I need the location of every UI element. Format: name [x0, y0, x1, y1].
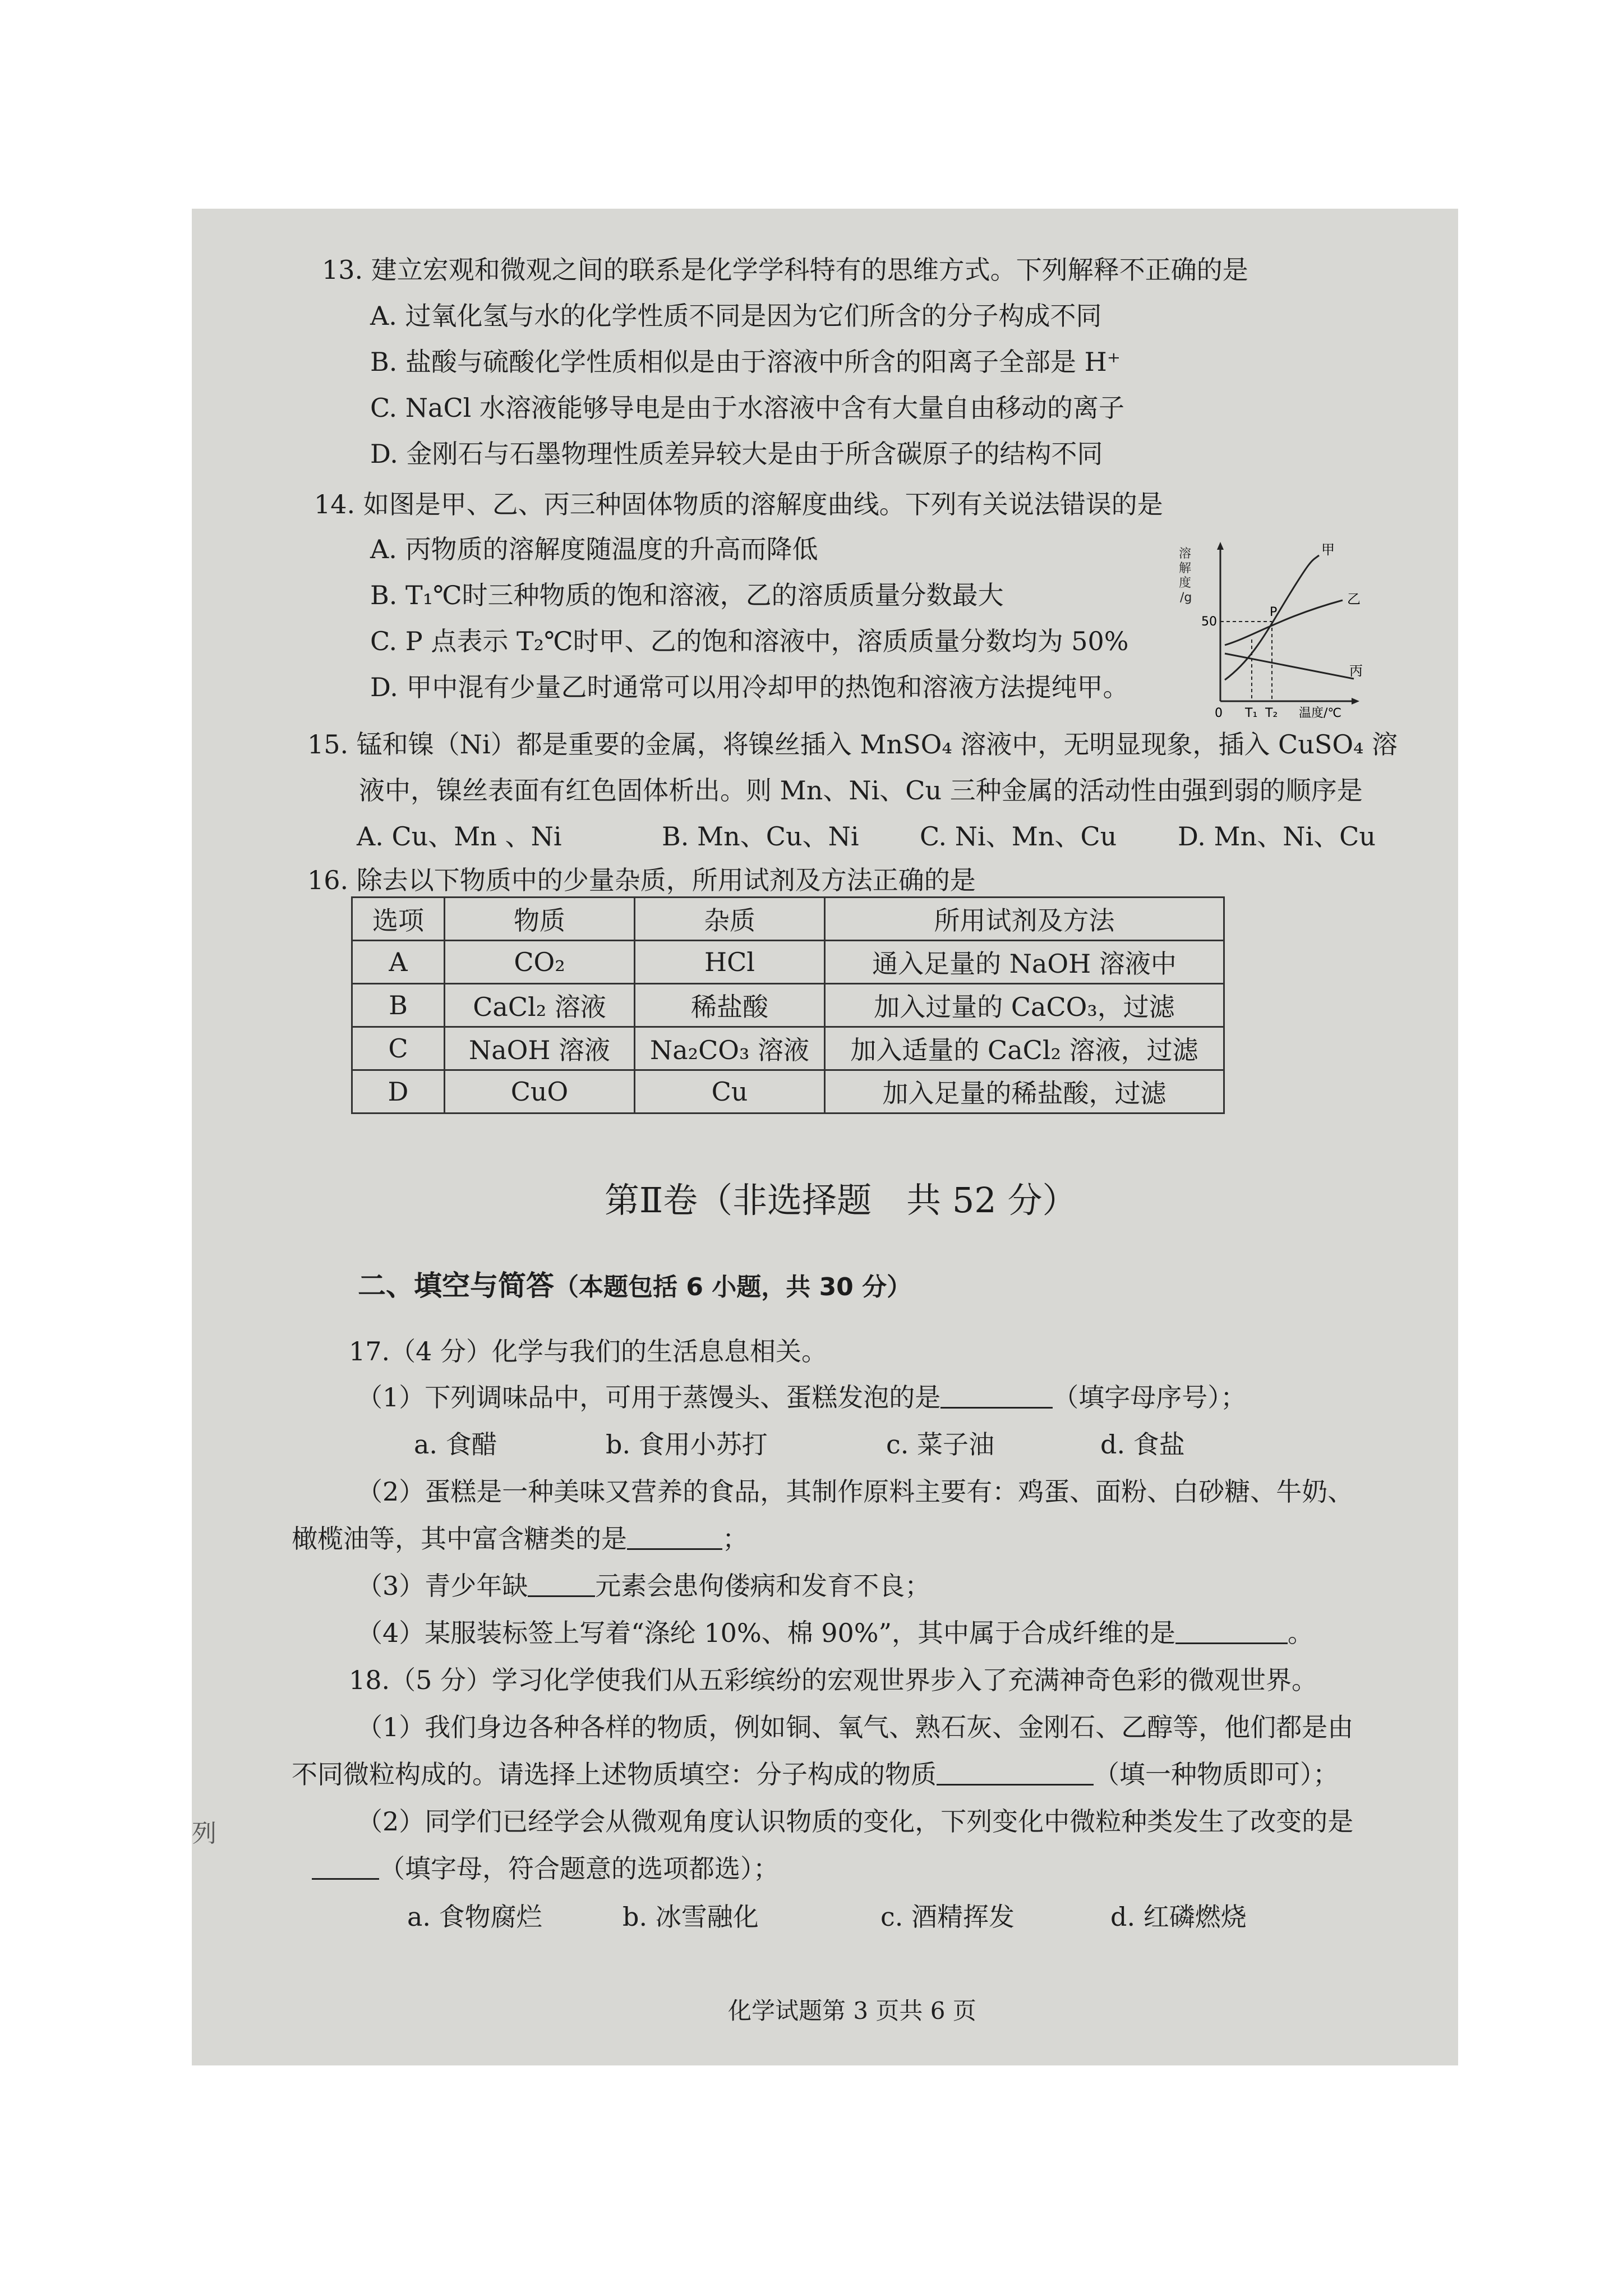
y-axis-label-char: 溶	[1179, 547, 1192, 561]
table-header: 杂质	[635, 898, 825, 941]
table-header: 物质	[445, 898, 635, 941]
q14-option-d: D. 甲中混有少量乙时通常可以用冷却甲的热饱和溶液方法提纯甲。	[370, 672, 1129, 702]
table-row	[352, 1070, 1224, 1114]
curve-yi	[1225, 600, 1343, 645]
label-yi: 乙	[1347, 591, 1361, 607]
table-header-row	[352, 898, 1224, 941]
y-axis-label-char: 解	[1179, 562, 1192, 576]
table-header: 所用试剂及方法	[825, 898, 1224, 941]
q17-stem: 17.（4 分）化学与我们的生活息息相关。	[349, 1336, 828, 1366]
q14-option-c: C. P 点表示 T₂℃时甲、乙的饱和溶液中，溶质质量分数均为 50%	[370, 626, 1129, 656]
q17-part3	[357, 1573, 930, 1599]
q15-line2: 液中，镍丝表面有红色固体析出。则 Mn、Ni、Cu 三种金属的活动性由强到弱的顺序是	[359, 775, 1363, 806]
y-axis-label-char: /g	[1180, 591, 1192, 605]
table-row	[352, 1027, 1224, 1070]
answer-blank[interactable]	[312, 1856, 379, 1880]
q18-part1-after: （填一种物质即可）；	[1094, 1759, 1339, 1789]
q14-option-b: B. T₁℃时三种物质的饱和溶液，乙的溶质质量分数最大	[370, 580, 1004, 610]
q17-part2-text: 橄榄油等，其中富含糖类的是	[292, 1524, 627, 1554]
page-footer: 化学试题第 3 页共 6 页	[728, 1997, 976, 2024]
q17-part3-text: （3）青少年缺	[357, 1571, 528, 1601]
q15-line1: 15. 锰和镍（Ni）都是重要的金属，将镍丝插入 MnSO₄ 溶液中，无明显现象，插入 CuSO₄ 溶	[307, 729, 1398, 760]
q13-option-c: C. NaCl 水溶液能够导电是由于水溶液中含有大量自由移动的离子	[370, 393, 1125, 423]
table-cell: Na₂CO₃ 溶液	[635, 1027, 825, 1070]
q18-option-a: a. 食物腐烂	[407, 1902, 542, 1932]
answer-blank[interactable]	[627, 1526, 722, 1550]
table-cell: 加入足量的稀盐酸，过滤	[825, 1070, 1224, 1114]
curve-bing	[1225, 654, 1354, 679]
q18-part2-line2	[312, 1853, 779, 1884]
q17-part2-after: ；	[722, 1524, 748, 1554]
y-axis-label-char: 度	[1179, 576, 1192, 590]
table-cell: 加入过量的 CaCO₃，过滤	[825, 984, 1224, 1027]
answer-blank[interactable]	[528, 1573, 595, 1597]
origin-label: 0	[1215, 706, 1223, 718]
table-cell: HCl	[635, 941, 825, 984]
y-axis-arrow	[1217, 542, 1224, 550]
y-tick-50: 50	[1201, 615, 1217, 629]
answer-blank[interactable]	[940, 1384, 1053, 1409]
margin-fragment: 列	[192, 1819, 216, 1848]
q17-option-b: b. 食用小苏打	[606, 1429, 768, 1460]
q17-part4-text: （4）某服装标签上写着“涤纶 10%、棉 90%”，其中属于合成纤维的是	[357, 1618, 1176, 1648]
table-row	[352, 941, 1224, 984]
q17-part1-after: （填字母序号）；	[1053, 1382, 1247, 1412]
table-cell: A	[352, 941, 445, 984]
table-header: 选项	[352, 898, 445, 941]
table-cell: Cu	[635, 1070, 825, 1114]
q17-part1	[357, 1384, 1246, 1410]
answer-blank[interactable]	[1175, 1620, 1288, 1644]
q18-part1-line2	[292, 1761, 1339, 1787]
part2-title: 第Ⅱ卷（非选择题 共 52 分）	[605, 1180, 1077, 1221]
label-bing: 丙	[1349, 663, 1363, 679]
q15-option-a: A. Cu、Mn 、Ni	[357, 821, 562, 852]
section2-title: 二、填空与简答	[358, 1269, 554, 1302]
q17-part4-after: 。	[1288, 1618, 1314, 1648]
table-row	[352, 984, 1224, 1027]
q18-stem: 18.（5 分）学习化学使我们从五彩缤纷的宏观世界步入了充满神奇色彩的微观世界。	[349, 1665, 1318, 1695]
q17-part1-text: （1）下列调味品中，可用于蒸馒头、蛋糕发泡的是	[357, 1382, 941, 1412]
q17-option-c: c. 菜子油	[886, 1429, 995, 1460]
q13-stem: 13. 建立宏观和微观之间的联系是化学学科特有的思维方式。下列解释不正确的是	[322, 255, 1248, 285]
x-tick-t2: T₂	[1265, 706, 1278, 718]
table-cell: 稀盐酸	[635, 984, 825, 1027]
table-cell: NaOH 溶液	[445, 1027, 635, 1070]
q13-option-b: B. 盐酸与硫酸化学性质相似是由于溶液中所含的阳离子全部是 H⁺	[370, 347, 1121, 377]
q18-part2-line1: （2）同学们已经学会从微观角度认识物质的变化，下列变化中微粒种类发生了改变的是	[357, 1806, 1354, 1837]
x-tick-t1: T₁	[1245, 706, 1258, 718]
label-jia: 甲	[1321, 542, 1335, 558]
section2-note: （本题包括 6 小题，共 30 分）	[554, 1273, 912, 1301]
table-cell: 加入适量的 CaCl₂ 溶液，过滤	[825, 1027, 1224, 1070]
q18-option-d: d. 红磷燃烧	[1110, 1902, 1247, 1932]
q16-table	[351, 896, 1225, 1114]
y-axis-label	[1179, 547, 1192, 605]
q17-option-a: a. 食醋	[414, 1429, 497, 1460]
table-cell: CaCl₂ 溶液	[445, 984, 635, 1027]
q16-stem: 16. 除去以下物质中的少量杂质，所用试剂及方法正确的是	[307, 865, 976, 895]
q13-option-d: D. 金刚石与石墨物理性质差异较大是由于所含碳原子的结构不同	[370, 439, 1103, 469]
answer-blank[interactable]	[937, 1761, 1094, 1786]
x-axis-label: 温度/℃	[1299, 706, 1342, 718]
solubility-chart	[1169, 539, 1383, 718]
q18-part1-text: 不同微粒构成的。请选择上述物质填空：分子构成的物质	[292, 1759, 937, 1789]
q15-option-b: B. Mn、Cu、Ni	[662, 821, 859, 852]
table-cell: C	[352, 1027, 445, 1070]
q17-part2-line2	[292, 1526, 748, 1552]
q18-option-b: b. 冰雪融化	[623, 1902, 759, 1932]
x-axis-arrow	[1352, 698, 1359, 705]
q14-option-a: A. 丙物质的溶解度随温度的升高而降低	[370, 534, 818, 564]
point-p-label: P	[1270, 605, 1278, 619]
section2-heading	[358, 1263, 911, 1304]
q18-part1-line1: （1）我们身边各种各样的物质，例如铜、氧气、熟石灰、金刚石、乙醇等，他们都是由	[357, 1712, 1354, 1742]
q17-part2-line1: （2）蛋糕是一种美味又营养的食品，其制作原料主要有：鸡蛋、面粉、白砂糖、牛奶、	[357, 1476, 1354, 1507]
table-cell: CO₂	[445, 941, 635, 984]
table-cell: CuO	[445, 1070, 635, 1114]
table-cell: 通入足量的 NaOH 溶液中	[825, 941, 1224, 984]
q17-part4	[357, 1620, 1313, 1646]
q17-option-d: d. 食盐	[1100, 1429, 1185, 1460]
q15-option-d: D. Mn、Ni、Cu	[1178, 821, 1376, 852]
table-cell: B	[352, 984, 445, 1027]
q13-option-a: A. 过氧化氢与水的化学性质不同是因为它们所含的分子构成不同	[370, 301, 1102, 331]
q18-part2-after: （填字母，符合题意的选项都选）；	[379, 1853, 779, 1884]
table-cell: D	[352, 1070, 445, 1114]
q15-option-c: C. Ni、Mn、Cu	[920, 821, 1117, 852]
q17-part3-after: 元素会患佝偻病和发育不良；	[595, 1571, 931, 1601]
q14-stem: 14. 如图是甲、乙、丙三种固体物质的溶解度曲线。下列有关说法错误的是	[314, 489, 1163, 519]
q18-option-c: c. 酒精挥发	[880, 1902, 1015, 1932]
